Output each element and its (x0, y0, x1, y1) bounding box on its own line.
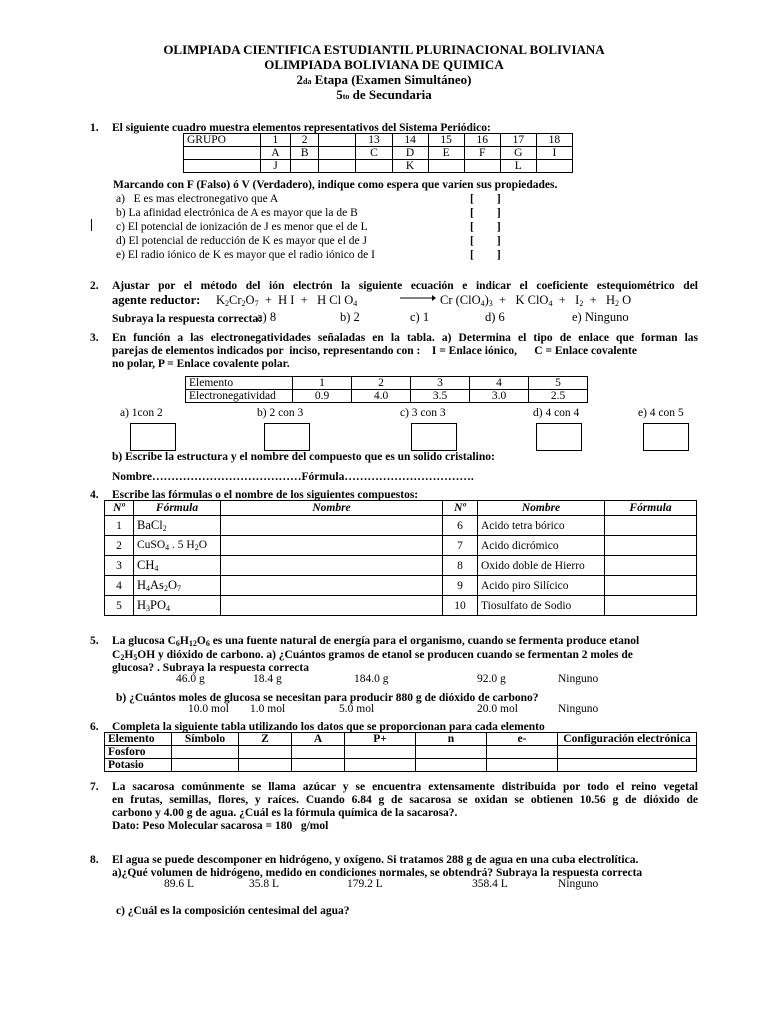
q7-line-1: La sacarosa comúnmente se llama azúcar y se encuentra extensamente distribuida por todo el reino vegetal (112, 781, 698, 793)
table-cell: 0.9 (293, 390, 352, 403)
table-cell: L (500, 160, 536, 173)
table-header: P+ (345, 733, 416, 746)
answer-cell[interactable] (416, 759, 487, 772)
table-cell: 10 (443, 596, 478, 616)
q8-c-text: c) ¿Cuál es la composición centesimal del agua? (116, 905, 350, 917)
element-data-table (104, 732, 697, 772)
table-cell: K (392, 160, 428, 173)
answer-cell[interactable] (292, 746, 345, 759)
table-cell (319, 147, 356, 160)
q5b-option-2[interactable]: 1.0 mol (250, 703, 286, 715)
table-header: e- (487, 733, 558, 746)
table-cell: D (392, 147, 428, 160)
answer-cell[interactable] (558, 759, 697, 772)
answer-bracket-a[interactable]: [ ] (470, 193, 501, 205)
table-cell: Oxido doble de Hierro (478, 556, 605, 576)
table-row (184, 160, 573, 173)
table-cell: 1 (105, 516, 134, 536)
q5-text-a: La glucosa (112, 635, 168, 647)
table-cell: E (428, 147, 464, 160)
table-header: Nombre (221, 501, 443, 516)
item-text: El potencial de reducción de K es mayor que el de J (128, 235, 368, 247)
answer-cell[interactable] (292, 759, 345, 772)
table-cell: 6 (443, 516, 478, 536)
answer-cell[interactable] (239, 746, 292, 759)
table-header: Nº (443, 501, 478, 516)
pair-b-label: b) 2 con 3 (257, 407, 304, 419)
q1-item-b (116, 206, 358, 220)
q2-option-c[interactable]: c) 1 (410, 310, 430, 324)
answer-cell[interactable] (221, 596, 443, 616)
table-cell (290, 160, 319, 173)
answer-cell[interactable] (221, 516, 443, 536)
table-cell: Potasio (105, 759, 172, 772)
table-cell: Electronegatividad (186, 390, 293, 403)
table-cell: 16 (464, 134, 500, 147)
q2-number: 2. (90, 280, 99, 292)
item-label: d) (116, 235, 126, 247)
q3-answer-line[interactable] (112, 470, 474, 484)
table-cell: Tiosulfato de Sodio (478, 596, 605, 616)
table-cell: 14 (392, 134, 428, 147)
table-cell: B (290, 147, 319, 160)
q2-text: Ajustar por el método del ión electrón la siguiente ecuación e indicar el coeficiente estequiométrico del (112, 280, 698, 292)
table-cell: Acido dicrómico (478, 536, 605, 556)
stage-text: Etapa (Examen Simultáneo) (311, 72, 472, 87)
q7-line-2: en frutas, semillas, flores, y raíces. Cuando 6.84 g de sacarosa se oxidan se obtienen 10.56 g de dióxido de (112, 794, 698, 806)
q3-number: 3. (90, 332, 99, 344)
table-cell (319, 134, 356, 147)
item-text: El radio iónico de K es mayor que el radio iónico de I (127, 249, 375, 261)
table-row (184, 147, 573, 160)
answer-box-e[interactable] (643, 423, 689, 451)
q2-instruction: Subraya la respuesta correcta: (112, 313, 263, 325)
q8-option-4[interactable]: 358.4 L (472, 878, 508, 890)
q5a-option-3[interactable]: 184.0 g (354, 673, 389, 685)
item-label: c) (116, 221, 125, 233)
answer-cell[interactable] (605, 536, 697, 556)
answer-cell[interactable] (605, 556, 697, 576)
formula-cell: $H_3PO_4$ (134, 596, 221, 616)
q2-agent-label: agente reductor: (112, 293, 201, 307)
table-row (184, 134, 573, 147)
table-cell: J (261, 160, 291, 173)
answer-box-c[interactable] (411, 423, 457, 451)
table-header: n (416, 733, 487, 746)
table-cell (184, 147, 261, 160)
table-cell: G (500, 147, 536, 160)
q2-option-a[interactable]: a) 8 (257, 310, 277, 324)
q3-line-1: En función a las electronegatividades señaladas en la tabla. a) Determina el tipo de enlace que forman las (112, 332, 698, 344)
table-cell: Acido tetra bórico (478, 516, 605, 536)
pair-c-label: c) 3 con 3 (400, 407, 446, 419)
formula-cell: $CH_4$ (134, 556, 221, 576)
answer-bracket-e[interactable]: [ ] (470, 249, 501, 261)
table-cell: 4 (105, 576, 134, 596)
q7-line-4: Dato: Peso Molecular sacarosa = 180 g/mol (112, 820, 329, 832)
table-cell (184, 160, 261, 173)
table-row (186, 377, 588, 390)
table-cell: 9 (443, 576, 478, 596)
periodic-groups-table (183, 133, 573, 173)
table-cell: 3 (411, 377, 470, 390)
item-label: e) (116, 249, 125, 261)
q5a-option-2[interactable]: 18.4 g (253, 673, 282, 685)
q7-line-3: carbono y 4.00 g de agua. ¿Cuál es la fórmula química de la sacarosa?. (112, 807, 458, 819)
q5-line-3: glucosa? . Subraya la respuesta correcta (112, 662, 309, 674)
item-label: a) (116, 193, 125, 205)
answer-cell[interactable] (345, 759, 416, 772)
q5a-option-4[interactable]: 92.0 g (477, 673, 506, 685)
q6-number: 6. (90, 721, 99, 733)
stage-number: 2 (296, 72, 304, 87)
q1-text: El siguiente cuadro muestra elementos representativos del Sistema Periódico: (112, 122, 491, 134)
q8-line-2: a)¿Qué volumen de hidrógeno, medido en condiciones normales, se obtendrá? Subraya la respuesta correcta (112, 867, 643, 879)
q8-option-2[interactable]: 35.8 L (249, 878, 280, 890)
table-header: Símbolo (172, 733, 239, 746)
table-row (105, 746, 697, 759)
table-cell (428, 160, 464, 173)
table-cell: I (536, 147, 572, 160)
table-header: Fórmula (605, 501, 697, 516)
table-cell: 5 (105, 596, 134, 616)
table-cell: GRUPO (184, 134, 261, 147)
table-header: Z (239, 733, 292, 746)
table-cell (464, 160, 500, 173)
q5-line-1: La glucosa $C_6H_{12}O_6$ es una fuente natural de energía para el organismo, cuando se fermenta produce etanol (112, 635, 640, 648)
answer-cell[interactable] (221, 536, 443, 556)
answer-bracket-b[interactable]: [ ] (470, 207, 501, 219)
q2-reactants: $K_2Cr_2O_7 + H$ I + H Cl $O_4$ (216, 293, 358, 308)
table-cell: C (356, 147, 392, 160)
table-cell: 4 (470, 377, 529, 390)
q5-line-2: $C_2H_5OH$ y dióxido de carbono. a) ¿Cuántos gramos de etanol se producen cuando se fermentan 2 moles de (112, 649, 633, 662)
table-cell (536, 160, 572, 173)
q2-option-d[interactable]: d) 6 (485, 310, 505, 324)
answer-cell[interactable] (605, 516, 697, 536)
q8-option-5[interactable]: Ninguno (558, 878, 599, 890)
reaction-arrow-icon (400, 293, 436, 301)
table-cell: 2 (290, 134, 319, 147)
table-cell: 18 (536, 134, 572, 147)
q1-item-e (116, 248, 375, 262)
q8-option-1[interactable]: 89.6 L (164, 878, 195, 890)
answer-box-b[interactable] (264, 423, 310, 451)
table-row (105, 596, 697, 616)
table-cell: 3 (105, 556, 134, 576)
grade-number: 5 (336, 87, 343, 102)
header-line-1: OLIMPIADA CIENTIFICA ESTUDIANTIL PLURINACIONAL BOLIVIANA (163, 42, 605, 57)
table-cell: 8 (443, 556, 478, 576)
q3-line-2: parejas de elementos indicados por inciso, representando con : I = Enlace iónico, C = Enlace covalente (112, 345, 637, 357)
table-header: Fórmula (134, 501, 221, 516)
table-row (105, 576, 697, 596)
table-cell (319, 160, 356, 173)
q5a-option-1[interactable]: 46.0 g (176, 673, 205, 685)
q5b-option-4[interactable]: 20.0 mol (477, 703, 518, 715)
table-cell: 1 (261, 134, 291, 147)
answer-bracket-d[interactable]: [ ] (470, 235, 501, 247)
table-cell: Acido piro Silícico (478, 576, 605, 596)
table-cell: 2.5 (529, 390, 588, 403)
q1-instruction: Marcando con F (Falso) ó V (Verdadero), indique como espera que varíen sus propiedades. (113, 179, 558, 191)
table-row (105, 536, 697, 556)
table-row (105, 516, 697, 536)
nombre-label: Nombre (112, 471, 153, 483)
pair-e-label: e) 4 con 5 (638, 407, 684, 419)
table-row (105, 501, 697, 516)
table-cell: 4.0 (352, 390, 411, 403)
q3-line-3: no polar, P = Enlace covalente polar. (112, 358, 290, 370)
q7-number: 7. (90, 781, 99, 793)
compounds-table (104, 500, 697, 616)
answer-bracket-c[interactable]: [ ] (470, 221, 501, 233)
q5-text-c: y dióxido de carbono. a) ¿Cuántos gramos de etanol se producen cuando se fermentan 2 moles de (155, 649, 633, 661)
grade-suffix: to (342, 92, 350, 101)
table-row (105, 759, 697, 772)
table-header: A (292, 733, 345, 746)
answer-cell[interactable] (172, 759, 239, 772)
answer-cell[interactable] (172, 746, 239, 759)
item-text: E es mas electronegativo que A (133, 193, 279, 205)
table-cell: 3.0 (470, 390, 529, 403)
item-text: La afinidad electrónica de A es mayor que la de B (128, 207, 358, 219)
answer-cell[interactable] (345, 746, 416, 759)
table-header: Nombre (478, 501, 605, 516)
table-cell (356, 160, 392, 173)
table-cell: Fosforo (105, 746, 172, 759)
q4-number: 4. (90, 489, 99, 501)
table-cell: 5 (529, 377, 588, 390)
electronegativity-table (185, 376, 588, 403)
q5-b-text: b) ¿Cuántos moles de glucosa se necesitan para producir 880 g de dióxido de carbono? (116, 692, 539, 704)
answer-cell[interactable] (416, 746, 487, 759)
answer-cell[interactable] (221, 556, 443, 576)
table-cell: Elemento (186, 377, 293, 390)
q5b-option-3[interactable]: 5.0 mol (339, 703, 375, 715)
pair-d-label: d) 4 con 4 (533, 407, 580, 419)
answer-cell[interactable] (605, 596, 697, 616)
q1-item-a (116, 192, 278, 206)
table-cell: F (464, 147, 500, 160)
header-line-2: OLIMPIADA BOLIVIANA DE QUIMICA (264, 57, 504, 72)
q2-products: Cr $(ClO_4)_3 + K$ $ClO_4 + I_2 + H_2$ O (440, 293, 632, 308)
table-cell: 1 (293, 377, 352, 390)
table-row (186, 390, 588, 403)
formula-cell: $H_4As_2O_7$ (134, 576, 221, 596)
q4-text: Escribe las fórmulas o el nombre de los siguientes compuestos: (112, 489, 419, 501)
stage-suffix: da (303, 77, 312, 86)
q8-option-3[interactable]: 179.2 L (347, 878, 383, 890)
margin-mark (91, 219, 92, 231)
q5b-option-5[interactable]: Ninguno (558, 703, 599, 715)
answer-box-a[interactable] (130, 423, 176, 451)
answer-box-d[interactable] (536, 423, 582, 451)
answer-cell[interactable] (487, 759, 558, 772)
formula-dots: ……………………………. (344, 471, 474, 483)
table-cell: 7 (443, 536, 478, 556)
table-header: Elemento (105, 733, 172, 746)
table-cell: 15 (428, 134, 464, 147)
q5b-option-1[interactable]: 10.0 mol (188, 703, 229, 715)
q8-line-1: El agua se puede descomponer en hidrógeno, y oxígeno. Si tratamos 288 g de agua en una cuba electrolítica. (112, 854, 639, 866)
table-row (105, 556, 697, 576)
q8-number: 8. (90, 854, 99, 866)
table-cell: 17 (500, 134, 536, 147)
table-cell: A (261, 147, 291, 160)
table-cell: 13 (356, 134, 392, 147)
answer-cell[interactable] (221, 576, 443, 596)
q1-item-c (116, 220, 368, 234)
q2-option-e[interactable]: e) Ninguno (572, 310, 629, 324)
answer-cell[interactable] (487, 746, 558, 759)
answer-cell[interactable] (558, 746, 697, 759)
q1-number: 1. (90, 122, 99, 134)
item-text: El potencial de ionización de J es menor que el de L (127, 221, 368, 233)
q6-text: Completa la siguiente tabla utilizando los datos que se proporcionan para cada elemento (112, 721, 545, 733)
q5-number: 5. (90, 635, 99, 647)
q1-item-d (116, 234, 367, 248)
table-cell: 3.5 (411, 390, 470, 403)
header-line-4 (0, 87, 768, 105)
grade-text: de Secundaria (349, 87, 432, 102)
item-label: b) (116, 207, 126, 219)
q5-text-b: es una fuente natural de energía para el organismo, cuando se fermenta produce etanol (209, 635, 640, 647)
table-cell: 2 (105, 536, 134, 556)
pair-a-label: a) 1con 2 (120, 407, 163, 419)
table-cell: 2 (352, 377, 411, 390)
table-row (105, 733, 697, 746)
formula-cell: BaCl$_2$ (134, 516, 221, 536)
formula-label: Fórmula (301, 471, 345, 483)
answer-cell[interactable] (605, 576, 697, 596)
table-header: Nº (105, 501, 134, 516)
q3-b-text: b) Escribe la estructura y el nombre del compuesto que es un solido cristalino: (112, 451, 495, 463)
nombre-dots: ………………………………… (152, 471, 302, 483)
q2-option-b[interactable]: b) 2 (340, 310, 360, 324)
q5a-option-5[interactable]: Ninguno (558, 673, 599, 685)
answer-cell[interactable] (239, 759, 292, 772)
table-header: Configuración electrónica (558, 733, 697, 746)
formula-cell: CuSO$_4$ . 5 $H_2O$ (134, 536, 221, 556)
